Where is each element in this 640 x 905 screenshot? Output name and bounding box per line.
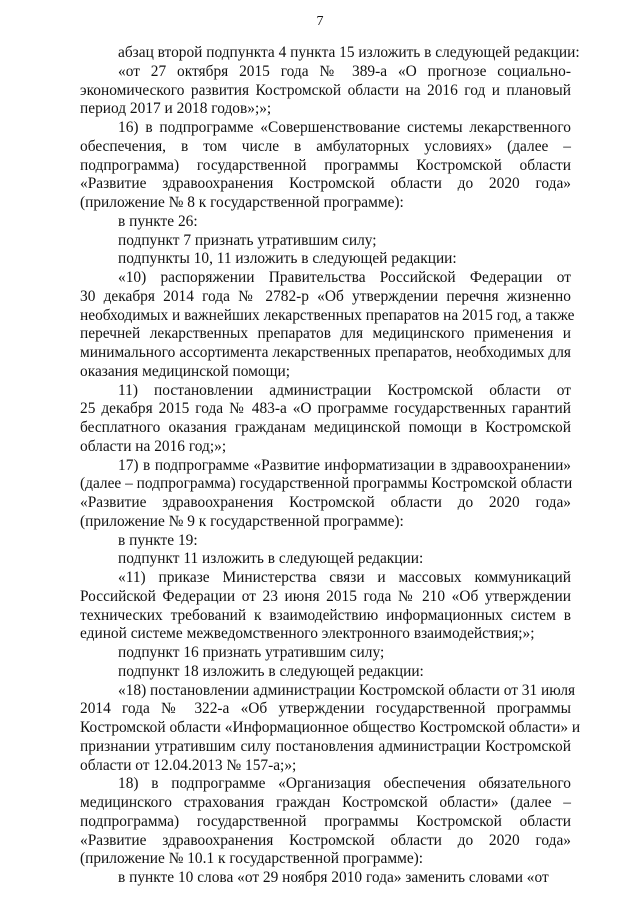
paragraph	[80, 232, 571, 251]
text-line: области на 2016 год;»;	[80, 437, 227, 455]
text-line: подпункт 11 изложить в следующей редакции:	[118, 550, 424, 568]
text-line: технических требований к взаимодействию информационных систем в	[80, 606, 571, 624]
paragraph	[80, 869, 571, 888]
text-line: оказания медицинской помощи;	[80, 362, 290, 380]
paragraph	[80, 457, 571, 532]
text-line: 17) в подпрограмме «Развитие информатизации в здравоохранении»	[118, 456, 571, 474]
text-line: «18) постановлении администрации Костромской области от 31 июля	[118, 681, 576, 699]
page-number: 7	[316, 14, 324, 29]
document-body	[80, 44, 581, 888]
paragraph	[80, 681, 581, 776]
paragraph	[80, 644, 571, 663]
text-line: подпрограмма) государственной программы Костромской области	[80, 156, 571, 174]
text-line: (далее – подпрограмма) государственной программы Костромской области	[80, 475, 573, 493]
text-line: подпункт 7 признать утратившим силу;	[118, 231, 377, 249]
paragraph	[80, 532, 571, 551]
text-line: (приложение № 10.1 к государственной программе):	[80, 850, 424, 868]
paragraph	[80, 63, 571, 119]
text-line: абзац второй подпункта 4 пункта 15 изложить в следующей редакции:	[118, 44, 580, 61]
paragraph	[80, 663, 571, 682]
paragraph	[80, 382, 571, 457]
text-line: в пункте 19:	[118, 531, 198, 549]
paragraph	[80, 550, 571, 569]
text-line: 18) в подпрограмме «Организация обеспечения обязательного	[118, 775, 571, 793]
text-line: 11) постановлении администрации Костромской области от	[118, 381, 571, 399]
paragraph	[80, 44, 580, 63]
paragraph	[80, 213, 571, 232]
text-line: 25 декабря 2015 года № 483-а «О программе государственных гарантий	[80, 400, 571, 418]
text-line: перечней лекарственных препаратов для медицинского применения и	[80, 325, 571, 343]
text-line: в пункте 26:	[118, 212, 198, 230]
text-line: 30 декабря 2014 года № 2782-р «Об утверждении перечня жизненно	[80, 287, 571, 305]
text-line: (приложение № 9 к государственной программе):	[80, 512, 404, 530]
text-line: период 2017 и 2018 годов»;»;	[80, 100, 272, 118]
text-line: необходимых и важнейших лекарственных препаратов на 2015 год, а также	[80, 306, 575, 324]
text-line: в пункте 10 слова «от 29 ноября 2010 года» заменить словами «от	[118, 869, 549, 886]
text-line: подпункты 10, 11 изложить в следующей редакции:	[118, 250, 457, 268]
text-line: области от 12.04.2013 № 157-а;»;	[80, 756, 297, 774]
text-line: «от 27 октября 2015 года № 389-а «О прогнозе социально-	[118, 62, 571, 80]
paragraph	[80, 269, 575, 382]
paragraph	[80, 569, 571, 644]
text-line: минимального ассортимента лекарственных препаратов, необходимых для	[80, 344, 571, 361]
text-line: признании утратившим силу постановления администрации Костромской	[80, 737, 571, 755]
text-line: обеспечения, в том числе в амбулаторных условиях» (далее –	[80, 137, 571, 155]
text-line: медицинского страхования граждан Костромской области» (далее –	[80, 794, 571, 811]
text-line: «Развитие здравоохранения Костромской области до 2020 года»	[80, 494, 571, 511]
paragraph	[80, 250, 571, 269]
text-line: единой системе межведомственного электронного взаимодействия;»;	[80, 625, 535, 643]
text-line: Российской Федерации от 23 июня 2015 года № 210 «Об утверждении	[80, 587, 571, 605]
text-line: подпункт 16 признать утратившим силу;	[118, 644, 385, 661]
text-line: экономического развития Костромской области на 2016 год и плановый	[80, 81, 571, 99]
text-line: «Развитие здравоохранения Костромской области до 2020 года»	[80, 831, 571, 849]
text-line: (приложение № 8 к государственной программе):	[80, 194, 404, 211]
text-line: «10) распоряжении Правительства Российской Федерации от	[118, 269, 571, 286]
text-line: «Развитие здравоохранения Костромской области до 2020 года»	[80, 175, 571, 193]
paragraph	[80, 119, 571, 213]
paragraph	[80, 775, 571, 869]
text-line: 2014 года № 322-а «Об утверждении государственной программы	[80, 700, 571, 718]
text-line: подпрограмма) государственной программы Костромской области	[80, 812, 571, 830]
text-line: подпункт 18 изложить в следующей редакции:	[118, 662, 424, 680]
text-line: «11) приказе Министерства связи и массовых коммуникаций	[118, 569, 571, 586]
text-line: Костромской области «Информационное общество Костромской области» и	[80, 719, 581, 736]
text-line: 16) в подпрограмме «Совершенствование системы лекарственного	[118, 119, 571, 136]
text-line: бесплатного оказания гражданам медицинской помощи в Костромской	[80, 419, 571, 436]
